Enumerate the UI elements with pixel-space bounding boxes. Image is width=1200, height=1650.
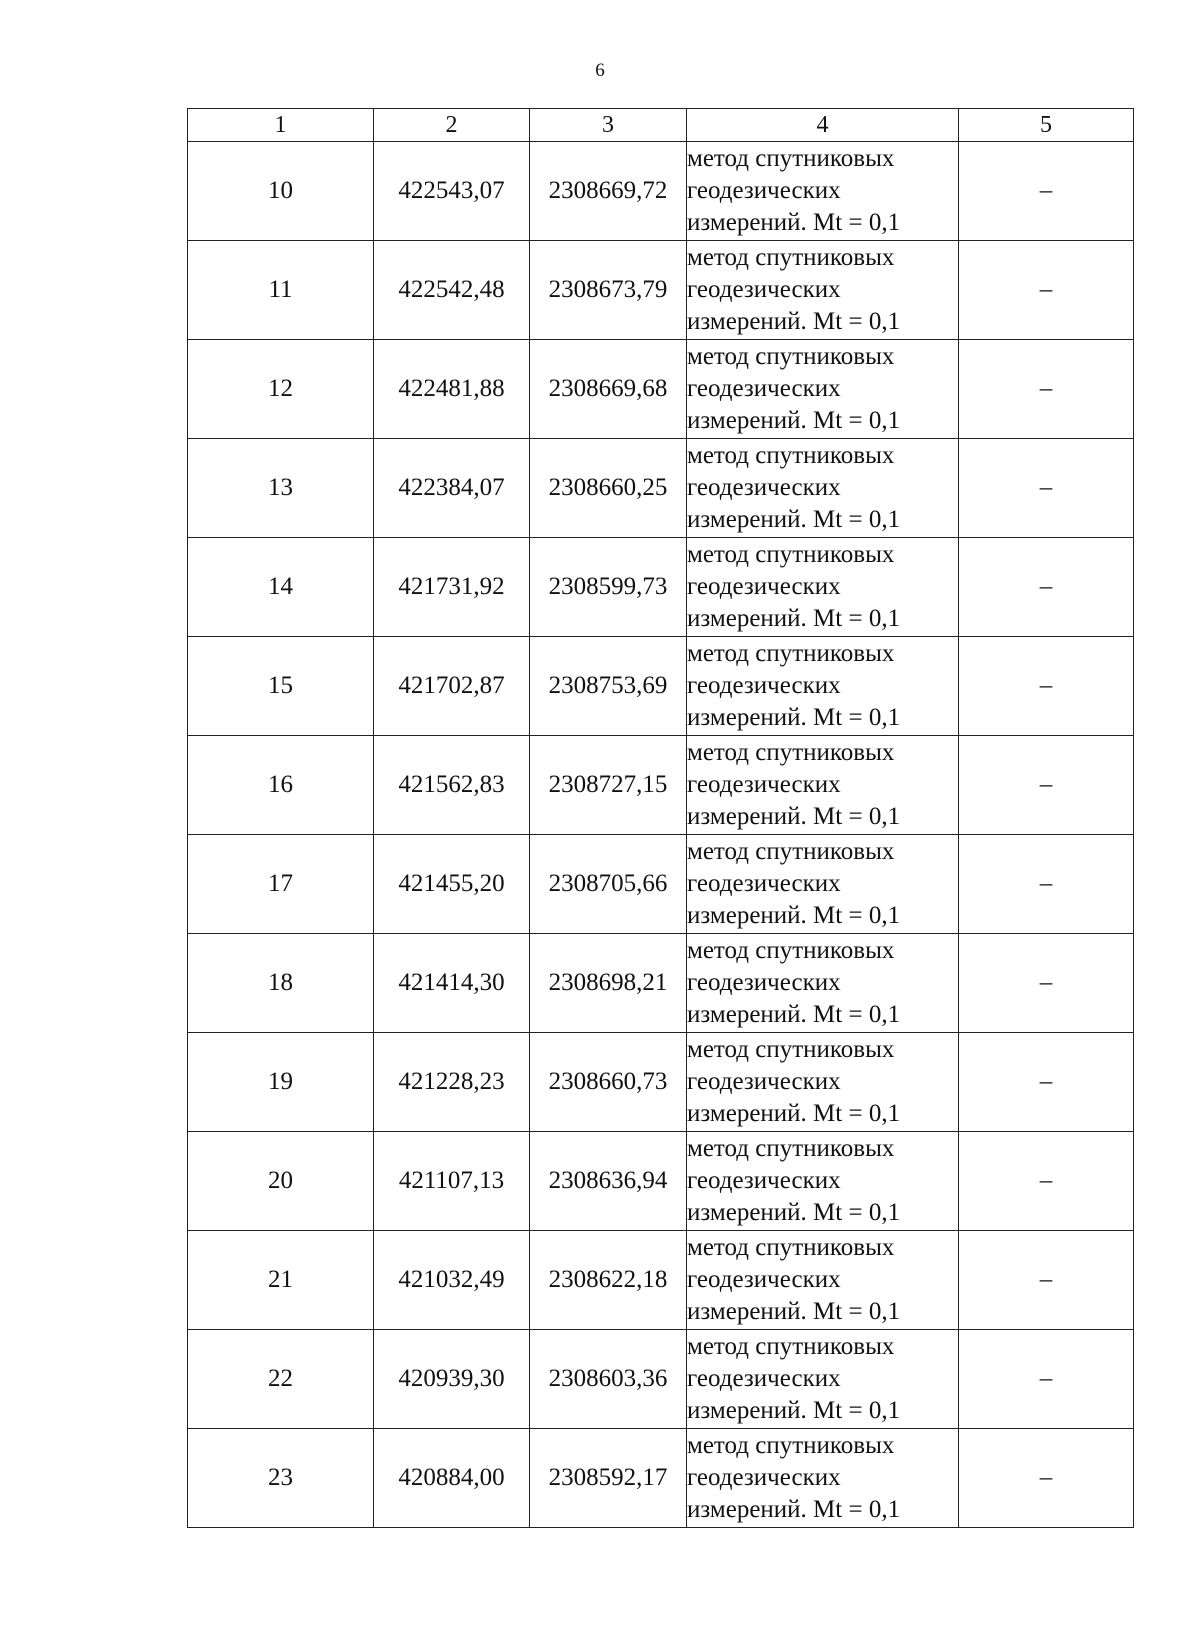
point-number-cell: 18 [188,934,374,1033]
method-cell [687,1033,959,1132]
y-coordinate-cell: 2308592,17 [530,1429,687,1528]
description-cell: – [959,934,1134,1033]
point-number-cell: 14 [188,538,374,637]
y-coordinate-cell: 2308660,25 [530,439,687,538]
description-cell: – [959,835,1134,934]
description-cell: – [959,439,1134,538]
method-line: метод спутниковых [687,1432,895,1459]
method-line: метод спутниковых [687,343,895,370]
description-cell: – [959,1132,1134,1231]
method-line: геодезических [687,1464,841,1491]
y-coordinate-cell: 2308727,15 [530,736,687,835]
description-cell: – [959,1429,1134,1528]
method-line: измерений. Mt = 0,1 [687,1496,901,1523]
method-line: измерений. Mt = 0,1 [687,605,901,632]
table-row [188,835,1134,934]
method-cell [687,142,959,241]
y-coordinate-cell: 2308705,66 [530,835,687,934]
method-line: геодезических [687,1167,841,1194]
y-coordinate-cell: 2308698,21 [530,934,687,1033]
header-row [188,109,1134,142]
x-coordinate-cell: 422481,88 [374,340,530,439]
point-number-cell: 21 [188,1231,374,1330]
method-cell [687,835,959,934]
y-coordinate-cell: 2308673,79 [530,241,687,340]
table-row [188,934,1134,1033]
header-col-2: 2 [374,109,530,142]
description-cell: – [959,637,1134,736]
table-header [188,109,1134,142]
point-number-cell: 11 [188,241,374,340]
method-line: метод спутниковых [687,244,895,271]
y-coordinate-cell: 2308669,68 [530,340,687,439]
method-line: геодезических [687,177,841,204]
x-coordinate-cell: 420884,00 [374,1429,530,1528]
description-cell: – [959,538,1134,637]
y-coordinate-cell: 2308622,18 [530,1231,687,1330]
y-coordinate-cell: 2308636,94 [530,1132,687,1231]
method-cell [687,934,959,1033]
method-cell [687,1330,959,1429]
method-line: геодезических [687,276,841,303]
method-line: геодезических [687,573,841,600]
header-col-3: 3 [530,109,687,142]
point-number-cell: 16 [188,736,374,835]
header-col-4: 4 [687,109,959,142]
method-line: измерений. Mt = 0,1 [687,1298,901,1325]
x-coordinate-cell: 421562,83 [374,736,530,835]
x-coordinate-cell: 422543,07 [374,142,530,241]
table-row [188,1132,1134,1231]
x-coordinate-cell: 421107,13 [374,1132,530,1231]
method-line: измерений. Mt = 0,1 [687,308,901,335]
table-row [188,1330,1134,1429]
method-line: измерений. Mt = 0,1 [687,407,901,434]
point-number-cell: 20 [188,1132,374,1231]
y-coordinate-cell: 2308599,73 [530,538,687,637]
method-line: геодезических [687,1365,841,1392]
table-body [188,142,1134,1528]
method-cell [687,241,959,340]
x-coordinate-cell: 422384,07 [374,439,530,538]
y-coordinate-cell: 2308603,36 [530,1330,687,1429]
method-line: метод спутниковых [687,937,895,964]
table-row [188,1429,1134,1528]
method-line: метод спутниковых [687,1135,895,1162]
method-line: геодезических [687,375,841,402]
method-cell [687,1132,959,1231]
method-line: измерений. Mt = 0,1 [687,1199,901,1226]
description-cell: – [959,1033,1134,1132]
table-row [188,637,1134,736]
description-cell: – [959,340,1134,439]
method-cell [687,1231,959,1330]
x-coordinate-cell: 421731,92 [374,538,530,637]
table-row [188,736,1134,835]
method-line: метод спутниковых [687,442,895,469]
x-coordinate-cell: 421032,49 [374,1231,530,1330]
description-cell: – [959,241,1134,340]
x-coordinate-cell: 421414,30 [374,934,530,1033]
method-line: измерений. Mt = 0,1 [687,1001,901,1028]
y-coordinate-cell: 2308669,72 [530,142,687,241]
point-number-cell: 12 [188,340,374,439]
method-line: измерений. Mt = 0,1 [687,902,901,929]
x-coordinate-cell: 422542,48 [374,241,530,340]
x-coordinate-cell: 420939,30 [374,1330,530,1429]
table-row [188,241,1134,340]
table-row [188,142,1134,241]
method-line: метод спутниковых [687,640,895,667]
coordinates-table [187,108,1134,1528]
point-number-cell: 10 [188,142,374,241]
method-line: измерений. Mt = 0,1 [687,1397,901,1424]
method-line: геодезических [687,1266,841,1293]
x-coordinate-cell: 421228,23 [374,1033,530,1132]
point-number-cell: 13 [188,439,374,538]
method-cell [687,637,959,736]
method-cell [687,736,959,835]
method-line: геодезических [687,870,841,897]
method-line: геодезических [687,969,841,996]
point-number-cell: 17 [188,835,374,934]
method-line: метод спутниковых [687,145,895,172]
page-number: 6 [595,60,605,81]
description-cell: – [959,1231,1134,1330]
method-line: метод спутниковых [687,541,895,568]
table-row [188,340,1134,439]
method-line: метод спутниковых [687,739,895,766]
point-number-cell: 22 [188,1330,374,1429]
description-cell: – [959,736,1134,835]
method-cell [687,538,959,637]
y-coordinate-cell: 2308660,73 [530,1033,687,1132]
header-col-5: 5 [959,109,1134,142]
table-row [188,538,1134,637]
method-line: измерений. Mt = 0,1 [687,209,901,236]
method-line: геодезических [687,1068,841,1095]
point-number-cell: 15 [188,637,374,736]
point-number-cell: 19 [188,1033,374,1132]
table-row [188,439,1134,538]
x-coordinate-cell: 421455,20 [374,835,530,934]
method-cell [687,1429,959,1528]
method-line: измерений. Mt = 0,1 [687,803,901,830]
header-col-1: 1 [188,109,374,142]
table-row [188,1033,1134,1132]
method-line: геодезических [687,672,841,699]
table-row [188,1231,1134,1330]
method-line: геодезических [687,771,841,798]
method-line: метод спутниковых [687,1036,895,1063]
method-line: измерений. Mt = 0,1 [687,506,901,533]
description-cell: – [959,1330,1134,1429]
y-coordinate-cell: 2308753,69 [530,637,687,736]
method-line: метод спутниковых [687,838,895,865]
point-number-cell: 23 [188,1429,374,1528]
method-line: метод спутниковых [687,1234,895,1261]
method-cell [687,340,959,439]
method-line: измерений. Mt = 0,1 [687,1100,901,1127]
method-line: метод спутниковых [687,1333,895,1360]
method-cell [687,439,959,538]
method-line: геодезических [687,474,841,501]
method-line: измерений. Mt = 0,1 [687,704,901,731]
description-cell: – [959,142,1134,241]
x-coordinate-cell: 421702,87 [374,637,530,736]
